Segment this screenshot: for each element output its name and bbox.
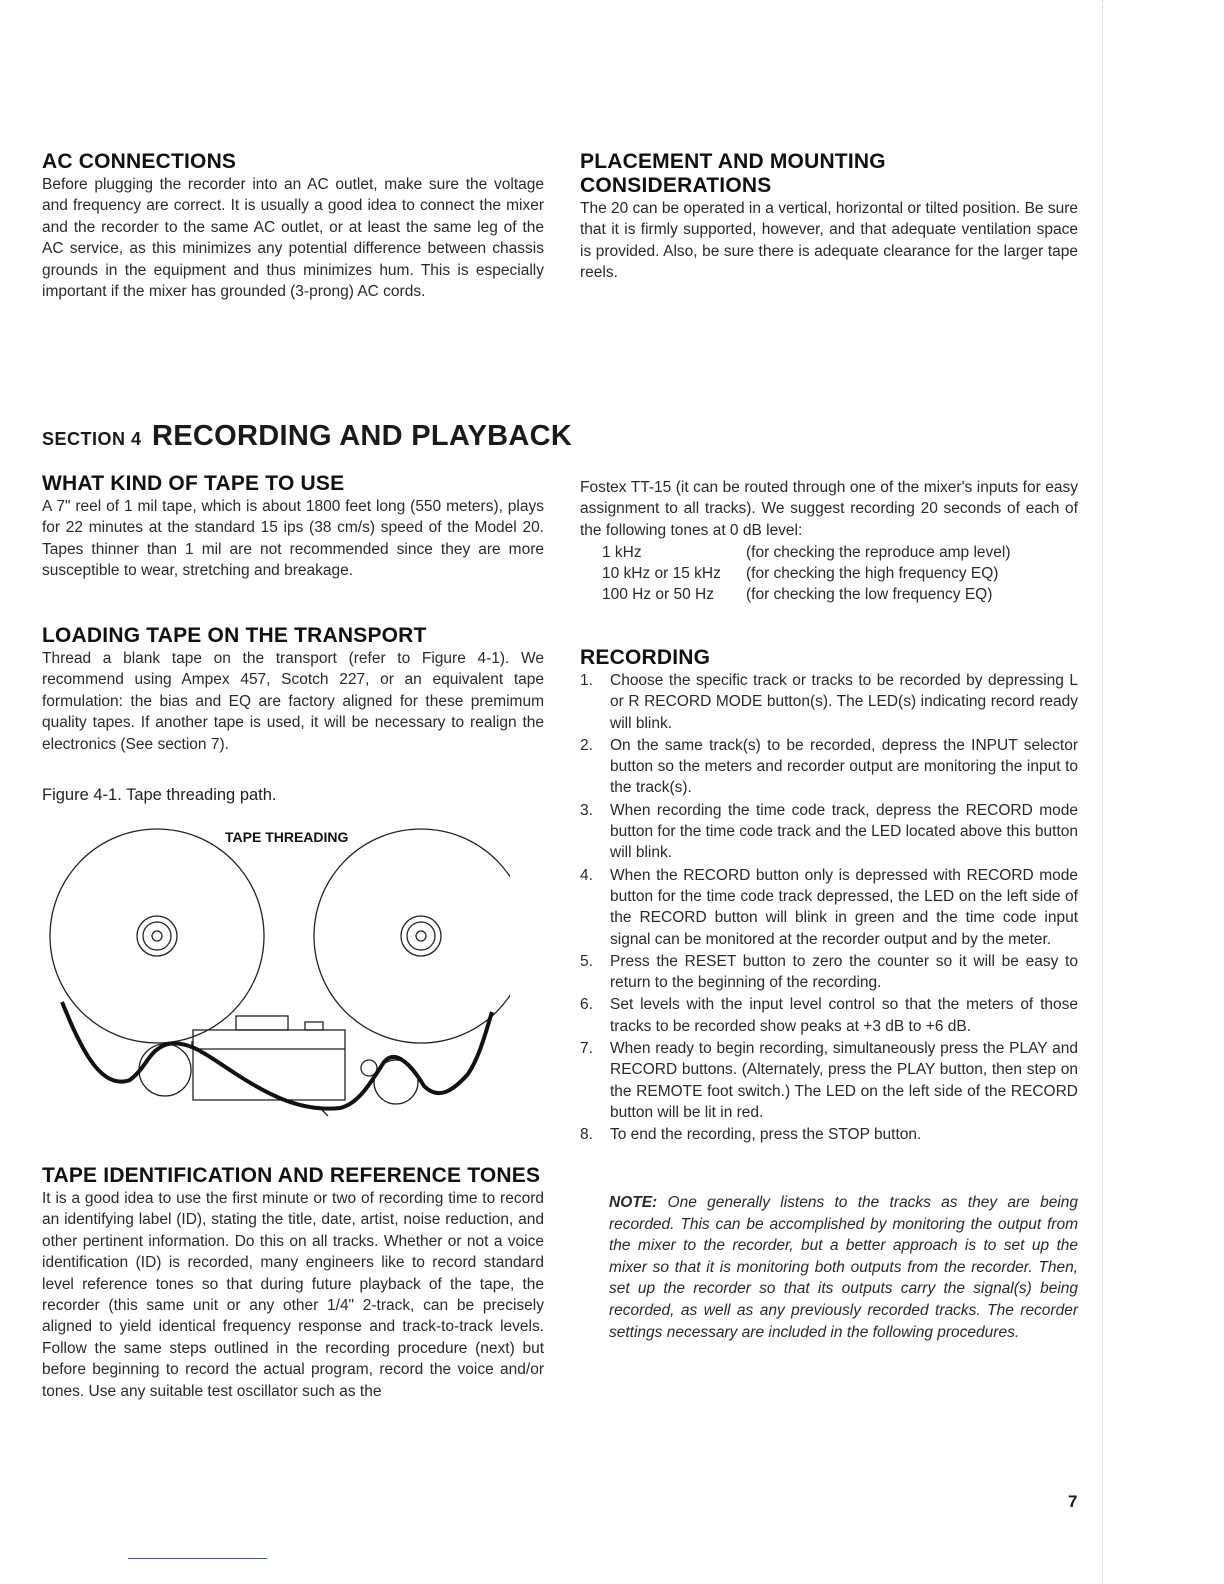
step-number: 5. (580, 952, 593, 970)
step-number: 2. (580, 736, 593, 754)
placement-heading: PLACEMENT AND MOUNTING CONSIDERATIONS (580, 150, 886, 197)
step-number: 8. (580, 1126, 593, 1144)
placement-body: The 20 can be operated in a vertical, horizontal or tilted position. Be sure that it is firmly supported, however, and that adequate ventilation space is provided. Also, be sure there is adequate clearance for the larger tape reels. (580, 200, 1079, 282)
loading-body: Thread a blank tape on the transport (refer to Figure 4-1). We recommend using Ampex 457, Scotch 227, or an equivalent tape formulation: the bias and EQ are factory aligned for these premimum quality tapes. If another tape is used, it will be necessary to realign the electronics (See section 7). (42, 650, 544, 753)
tone-frequency: 1 kHz (602, 544, 642, 562)
diagram-label: TAPE THREADING (225, 829, 349, 845)
tone-row (580, 563, 1078, 584)
ac-connections-body: Before plugging the recorder into an AC outlet, make sure the voltage and frequency are correct. It is usually a good idea to connect the mixer and the recorder to the same AC outlet, or at least the same leg of the AC service, as this minimizes any potential difference between chassis grounds in the equipment and thus minimizes hum. This is especially important if the mixer has grounded (3-prong) AC cords. (42, 176, 544, 301)
placement-block (580, 150, 1078, 284)
step-text: On the same track(s) to be recorded, depress the INPUT selector button so the meters and recorder output are monitoring the input to the track(s). (610, 736, 1078, 797)
step-text: Set levels with the input level control so that the meters of those tracks to be recorded show peaks at +3 dB to +6 dB. (610, 996, 1078, 1035)
step-number: 6. (580, 996, 593, 1014)
left-reel (50, 829, 264, 1043)
tone-purpose: (for checking the low frequency EQ) (746, 586, 993, 604)
identification-continued-block (580, 477, 1078, 605)
tape-kind-body: A 7" reel of 1 mil tape, which is about 1800 feet long (550 meters), plays for 22 minutes at the standard 15 ips (38 cm/s) speed of the Model 20. Tapes thinner than 1 mil are not recommended since they are more susceptible to wear, stretching and breakage. (42, 498, 544, 580)
right-reel (314, 829, 510, 1043)
tone-frequency: 100 Hz or 50 Hz (602, 586, 714, 604)
section-label: SECTION 4 (42, 429, 142, 449)
section-title: RECORDING AND PLAYBACK (151, 420, 573, 452)
tone-row (580, 584, 1078, 605)
step-number: 4. (580, 866, 593, 884)
step-text: Choose the specific track or tracks to be recorded by depressing L or R RECORD MODE button(s). The LED(s) indicating record ready will blink. (610, 672, 1078, 732)
identification-body: It is a good idea to use the first minute or two of recording time to record an identifying label (ID), stating the title, date, artist, noise reduction, and other pertinent information. Do this on all tracks. Whether or not a voice identification (ID) is recorded, many engineers like to record standard level reference tones so that during future playback of the tape, the recorder (this same unit or any other 1/4" 2-track, can be precisely aligned to yield identical frequency response and track-to-track levels. Follow the same steps outlined in the recording procedure (next) but before beginning to record the actual program, record the voice and/or tones. Use any suitable test oscillator such as the (42, 1190, 544, 1400)
step-number: 3. (580, 801, 593, 819)
list-item (580, 1038, 1078, 1123)
left-guide-roller (139, 1044, 191, 1096)
reference-tone-table (580, 542, 1078, 605)
identification-continued: Fostex TT-15 (it can be routed through one of the mixer's inputs for easy assignment to all tracks). We suggest recording 20 seconds of each of the following tones at 0 dB level: (580, 479, 1078, 539)
list-item (580, 865, 1078, 950)
tone-purpose: (for checking the high frequency EQ) (746, 565, 999, 583)
figure-caption: Figure 4-1. Tape threading path. (42, 786, 277, 804)
list-item (580, 951, 1078, 994)
step-number: 7. (580, 1040, 593, 1058)
note-label: NOTE: (609, 1194, 658, 1211)
list-item (580, 994, 1078, 1037)
list-item (580, 670, 1078, 734)
recording-note (609, 1192, 1078, 1343)
tape-kind-block (42, 472, 544, 582)
recording-heading: RECORDING (580, 646, 711, 669)
page-number: 7 (1068, 1492, 1078, 1511)
note-text: One generally listens to the tracks as they are being recorded. This can be accomplished by monitoring the output from the mixer to the recorder, but a better approach is to set up the mixer so that it is monitoring both outputs from the recorder. Then, set up the recorder so that its outputs carry the signal(s) being recorded, as well as any previously recorded tracks. The recorder settings necessary are included in the following procedures. (609, 1194, 1079, 1341)
step-text: When the RECORD button only is depressed with RECORD mode button for the time code track depressed, the LED on the left side of the RECORD button will blink in green and the time code input signal can be monitored at the recorder output and by the meter. (610, 866, 1078, 948)
step-number: 1. (580, 672, 593, 689)
recording-block (580, 646, 1078, 1147)
step-text: When ready to begin recording, simultaneously press the PLAY and RECORD buttons. (Alternately, press the PLAY button, then step on the REMOTE foot switch.) The LED on the left side of the RECORD button will be lit in red. (610, 1040, 1078, 1121)
tape-kind-heading: WHAT KIND OF TAPE TO USE (42, 472, 345, 495)
identification-block (42, 1164, 544, 1402)
step-text: To end the recording, press the STOP button. (610, 1126, 922, 1144)
identification-heading: TAPE IDENTIFICATION AND REFERENCE TONES (42, 1164, 541, 1187)
step-text: Press the RESET button to zero the counter so it will be easy to return to the beginning of the recording. (610, 952, 1078, 992)
tape-threading-diagram (40, 816, 510, 1136)
recording-steps (580, 670, 1078, 1146)
margin-dotted-rule (1102, 0, 1103, 1584)
ac-connections-block (42, 150, 544, 302)
tone-row (580, 542, 1078, 563)
loading-block (42, 624, 544, 755)
head-block (193, 1030, 345, 1100)
loading-heading: LOADING TAPE ON THE TRANSPORT (42, 624, 427, 647)
list-item (580, 735, 1078, 799)
list-item (580, 1124, 1078, 1145)
list-item (580, 800, 1078, 864)
section-header (42, 420, 572, 453)
ac-connections-heading: AC CONNECTIONS (42, 150, 237, 173)
tone-purpose: (for checking the reproduce amp level) (746, 544, 1011, 562)
tone-frequency: 10 kHz or 15 kHz (602, 565, 721, 583)
footer-underline (128, 1558, 267, 1559)
step-text: When recording the time code track, depress the RECORD mode button for the time code track and the LED located above this button will blink. (610, 801, 1078, 862)
